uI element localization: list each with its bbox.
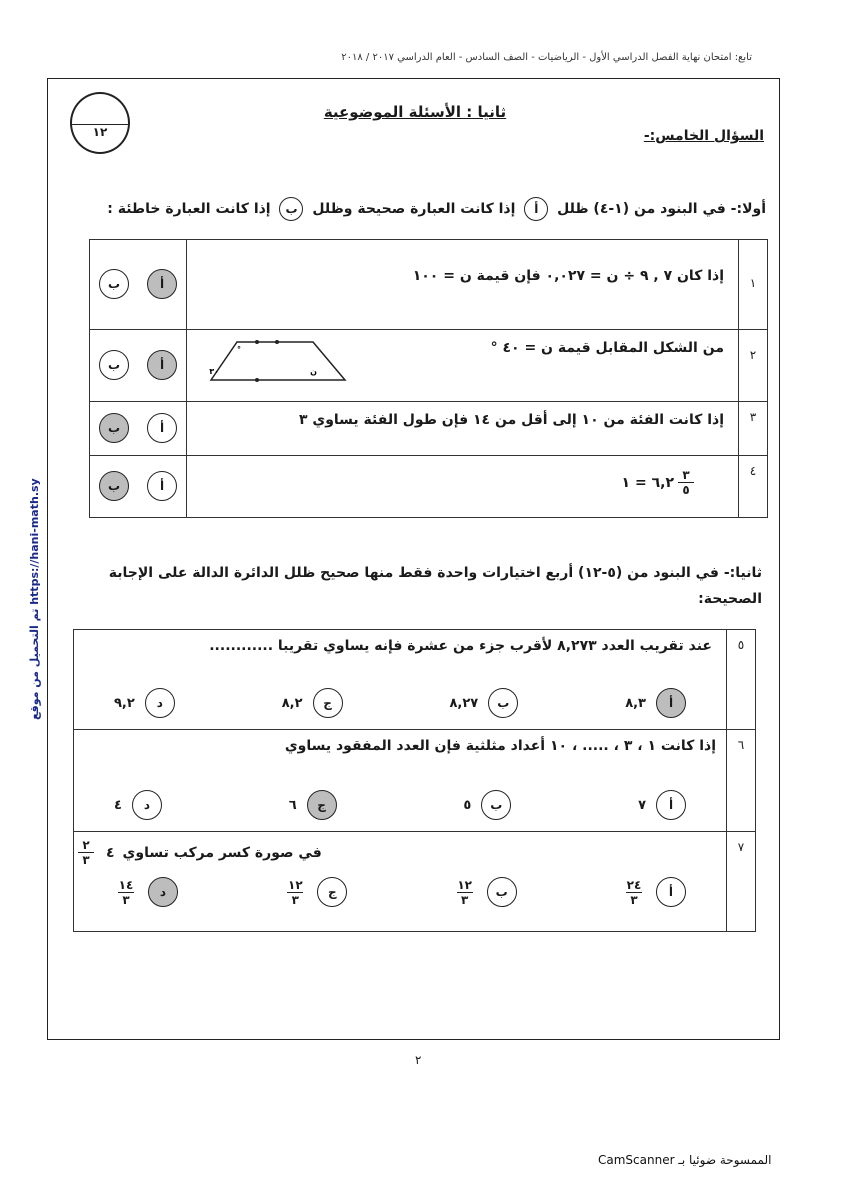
option-beh[interactable]: ب $\frac{١٢}{٣}$ xyxy=(453,877,517,907)
option-jeem[interactable]: ج ٦ xyxy=(289,790,337,820)
question-title: السؤال الخامس:- xyxy=(643,128,764,144)
camscanner-footer: الممسوحة ضوئيا بـ CamScanner xyxy=(598,1153,772,1167)
option-beh[interactable]: ب xyxy=(99,413,129,443)
frac-denominator: ٥ xyxy=(682,483,690,497)
page-number: ٢ xyxy=(415,1053,422,1067)
table-row xyxy=(74,730,756,832)
table-row xyxy=(90,330,768,402)
question-stem: عند تقريب العدد ٨,٢٧٣ لأقرب جزء من عشرة فإنه يساوي تقريبا ............ xyxy=(209,638,712,654)
item-number: ٦ xyxy=(737,738,745,752)
score-circle xyxy=(70,92,130,154)
option-alef[interactable]: أ xyxy=(147,269,177,299)
item-number: ٥ xyxy=(737,638,745,652)
option-beh[interactable]: ب xyxy=(99,269,129,299)
option-jeem[interactable]: ج $\frac{١٢}{٣}$ xyxy=(283,877,347,907)
section-title: ثانيا : الأسئلة الموضوعية xyxy=(323,103,507,121)
item-number: ٢ xyxy=(749,348,757,362)
svg-text:°: ° xyxy=(237,345,241,354)
instruction-text: أولا:- في البنود من (١-٤) ظلل xyxy=(557,201,766,217)
option-beh[interactable]: ب xyxy=(99,471,129,501)
multiple-choice-table xyxy=(73,629,756,932)
svg-text:ن: ن xyxy=(310,367,317,376)
table-row xyxy=(74,630,756,730)
option-alef[interactable]: أ xyxy=(147,471,177,501)
option-jeem[interactable]: ج ٨,٢ xyxy=(282,688,343,718)
table-row xyxy=(90,456,768,518)
item-number: ٤ xyxy=(749,464,757,478)
statement-text: من الشكل المقابل قيمة ن = ٤٠ ° xyxy=(490,340,724,356)
option-beh[interactable]: ب ٥ xyxy=(463,790,511,820)
true-false-table xyxy=(89,239,768,518)
options-row xyxy=(74,877,716,907)
options-row xyxy=(74,790,716,820)
side-watermark-link[interactable]: تم التحميل من موقع https://hani-math.sy xyxy=(28,478,41,720)
exam-header: تابع: امتحان نهاية الفصل الدراسي الأول - الرياضيات - الصف السادس - العام الدراسي ٢٠١٧ / ٢٠١٨ xyxy=(341,52,752,63)
instruction-text: إذا كانت العبارة صحيحة وظلل xyxy=(312,201,516,217)
question-stem: إذا كانت ١ ، ٣ ، ..... ، ١٠ أعداد مثلثية فإن العدد المفقود يساوي xyxy=(284,738,716,754)
option-beh[interactable]: ب ٨,٢٧ xyxy=(450,688,519,718)
fraction-expression xyxy=(622,468,698,497)
question-stem: $\frac{٢}{٣}$ ٤ في صورة كسر مركب تساوي xyxy=(74,838,716,867)
score-value: ١٢ xyxy=(92,125,108,139)
option-alef[interactable]: أ xyxy=(147,413,177,443)
fraction: $\frac{٢}{٣}$ xyxy=(78,838,94,867)
fraction xyxy=(678,468,694,497)
table-row xyxy=(90,240,768,330)
option-dal[interactable]: د ٩,٢ xyxy=(114,688,175,718)
expression-text: ٦,٢ = ١ xyxy=(621,474,674,491)
item-number: ٧ xyxy=(737,840,745,854)
instruction-text: إذا كانت العبارة خاطئة : xyxy=(107,201,271,217)
statement-text: إذا كانت الفئة من ١٠ إلى أقل من ١٤ فإن طول الفئة يساوي ٣ xyxy=(298,412,724,428)
option-alef[interactable]: أ $\frac{٢٤}{٣}$ xyxy=(622,877,686,907)
part2-instruction: ثانيا:- في البنود من (٥-١٢) أربع اختيارات واحدة فقط منها صحيح ظلل الدائرة الدالة على الإجابة الصحيحة: xyxy=(108,565,762,607)
trapezoid-figure xyxy=(205,336,355,386)
table-row xyxy=(90,402,768,456)
item-number: ٣ xyxy=(749,410,757,424)
part1-instruction xyxy=(86,197,766,221)
item-number: ١ xyxy=(749,276,757,290)
option-alef[interactable]: أ xyxy=(147,350,177,380)
beh-circle-icon: ب xyxy=(279,197,303,221)
svg-text:٣٠: ٣٠ xyxy=(209,367,219,376)
options-row xyxy=(74,688,716,718)
option-dal[interactable]: د $\frac{١٤}{٣}$ xyxy=(114,877,178,907)
statement-text: إذا كان ٧ , ٩ ÷ ن = ٠,٠٢٧ فإن قيمة ن = ١٠٠ xyxy=(412,268,724,284)
option-beh[interactable]: ب xyxy=(99,350,129,380)
alef-circle-icon: أ xyxy=(524,197,548,221)
frac-numerator: ٣ xyxy=(682,468,690,482)
table-row xyxy=(74,832,756,932)
option-dal[interactable]: د ٤ xyxy=(114,790,162,820)
option-alef[interactable]: أ ٧ xyxy=(638,790,686,820)
option-alef[interactable]: أ ٨,٣ xyxy=(625,688,686,718)
